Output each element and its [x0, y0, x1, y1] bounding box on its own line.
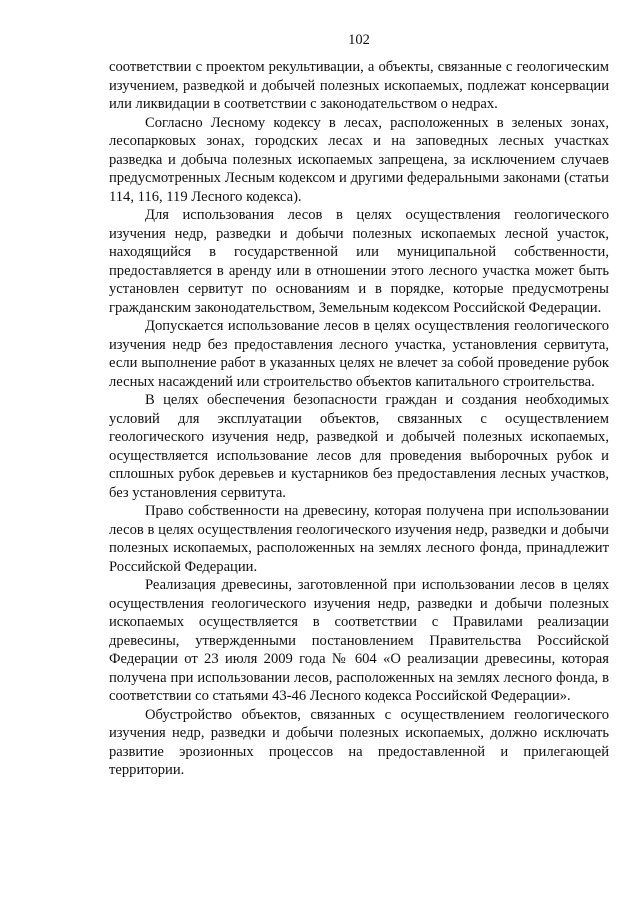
paragraph-continuation: соответствии с проектом рекультивации, а объекты, связанные с геологическим изучением, разведкой и добычей полезных ископаемых, подлежат консервации или ликвидации в соответствии с законодательством о недрах. — [109, 59, 609, 112]
body-text — [109, 58, 609, 780]
paragraph: Для использования лесов в целях осуществления геологического изучения недр, разведки и добычи полезных ископаемых лесной участок, находящийся в государственной или муниципальной собственности, предоставляется в аренду или в отношении этого лесного участка может быть установлен сервитут по основаниям и в порядке, которые предусмотрены гражданским законодательством, Земельным кодексом Российской Федерации. — [109, 207, 609, 316]
paragraph: Согласно Лесному кодексу в лесах, расположенных в зеленых зонах, лесопарковых зонах, городских лесах и на заповедных лесных участках разведка и добыча полезных ископаемых запрещена, за исключением случаев предусмотренных Лесным кодексом и другими федеральными законами (статьи 114, 116, 119 Лесного кодекса). — [109, 114, 609, 205]
paragraph: Право собственности на древесину, которая получена при использовании лесов в целях осуществления геологического изучения недр, разведки и добычи полезных ископаемых, расположенных на землях лесного фонда, принадлежит Российской Федерации. — [109, 503, 609, 575]
paragraph: Обустройство объектов, связанных с осуществлением геологического изучения недр, разведки и добычи полезных ископаемых, должно исключать развитие эрозионных процессов на предоставленной и прилегающей территории. — [109, 706, 609, 778]
paragraph: Допускается использование лесов в целях осуществления геологического изучения недр без предоставления лесного участка, установления сервитута, если выполнение работ в указанных целях не влечет за собой проведение рубок лесных насаждений или строительство объектов капитального строительства. — [109, 318, 609, 390]
paragraph: Реализация древесины, заготовленной при использовании лесов в целях осуществления геологического изучения недр, разведки и добычи полезных ископаемых осуществляется в соответствии с Правилами реализации древесины, утвержденными постановлением Правительства Российской Федерации от 23 июля 2009 года № 604 «О реализации древесины, которая получена при использовании лесов, расположенных на землях лесного фонда, в соответствии со статьями 43-46 Лесного кодекса Российской Федерации». — [109, 577, 609, 704]
paragraph: В целях обеспечения безопасности граждан и создания необходимых условий для эксплуатации объектов, связанных с осуществлением геологического изучения недр, разведкой и добычей полезных ископаемых, осуществляется использование лесов для проведения выборочных рубок и сплошных рубок деревьев и кустарников без предоставления лесных участков, без установления сервитута. — [109, 392, 609, 501]
page-number: 102 — [348, 32, 370, 48]
